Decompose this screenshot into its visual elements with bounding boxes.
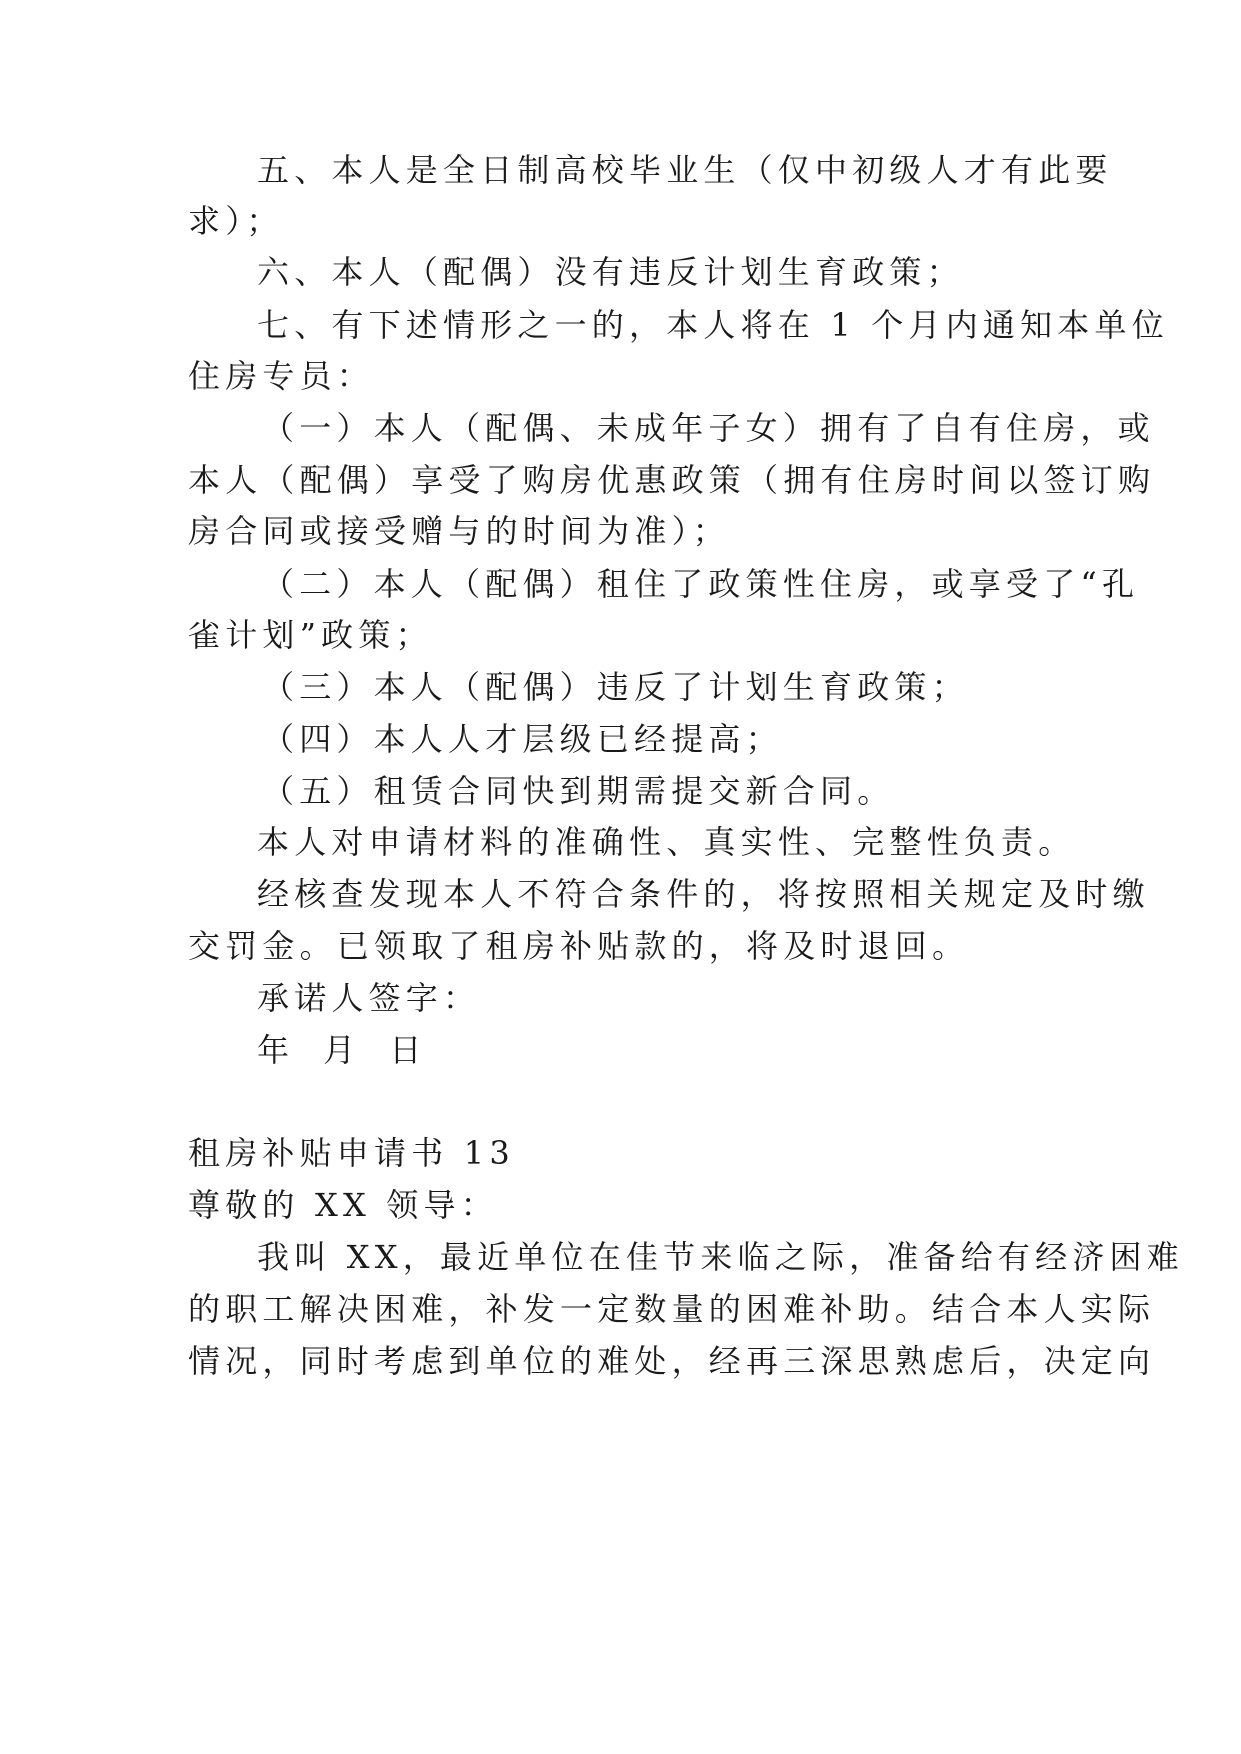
signature-label: 承诺人签字： xyxy=(257,979,481,1017)
paragraph-line: 五、本人是全日制高校毕业生（仅中初级人才有此要 xyxy=(257,151,1113,189)
paragraph-line: 雀计划”政策； xyxy=(188,616,433,654)
paragraph-line: （一）本人（配偶、未成年子女）拥有了自有住房，或 xyxy=(262,409,1155,447)
paragraph-line: 房合同或接受赠与的时间为准）； xyxy=(188,512,731,550)
salutation: 尊敬的 XX 领导： xyxy=(188,1186,498,1224)
paragraph-line: （五）租赁合同快到期需提交新合同。 xyxy=(262,772,895,810)
paragraph-line: 本人（配偶）享受了购房优惠政策（拥有住房时间以签订购 xyxy=(188,461,1156,499)
paragraph-line: 七、有下述情形之一的，本人将在 1 个月内通知本单位 xyxy=(257,306,1169,344)
paragraph-line: 六、本人（配偶）没有违反计划生育政策； xyxy=(257,253,964,291)
paragraph-line: 情况，同时考虑到单位的难处，经再三深思熟虑后，决定向 xyxy=(188,1342,1156,1380)
paragraph-line: 交罚金。已领取了租房补贴款的，将及时退回。 xyxy=(188,927,970,965)
section-title: 租房补贴申请书 13 xyxy=(188,1134,515,1172)
paragraph-line: 的职工解决困难，补发一定数量的困难补助。结合本人实际 xyxy=(188,1290,1156,1328)
paragraph-line: 我叫 XX，最近单位在佳节来临之际，准备给有经济困难 xyxy=(257,1238,1184,1276)
paragraph-line: （二）本人（配偶）租住了政策性住房，或享受了“孔 xyxy=(262,565,1140,603)
paragraph-line: 住房专员： xyxy=(188,357,375,395)
paragraph-line: 本人对申请材料的准确性、真实性、完整性负责。 xyxy=(257,823,1076,861)
date-placeholder: 年 月 日 xyxy=(257,1031,434,1069)
paragraph-line: 求）； xyxy=(188,202,284,240)
paragraph-line: （三）本人（配偶）违反了计划生育政策； xyxy=(262,668,969,706)
paragraph-line: （四）本人人才层级已经提高； xyxy=(262,720,783,758)
paragraph-line: 经核查发现本人不符合条件的，将按照相关规定及时缴 xyxy=(257,875,1150,913)
